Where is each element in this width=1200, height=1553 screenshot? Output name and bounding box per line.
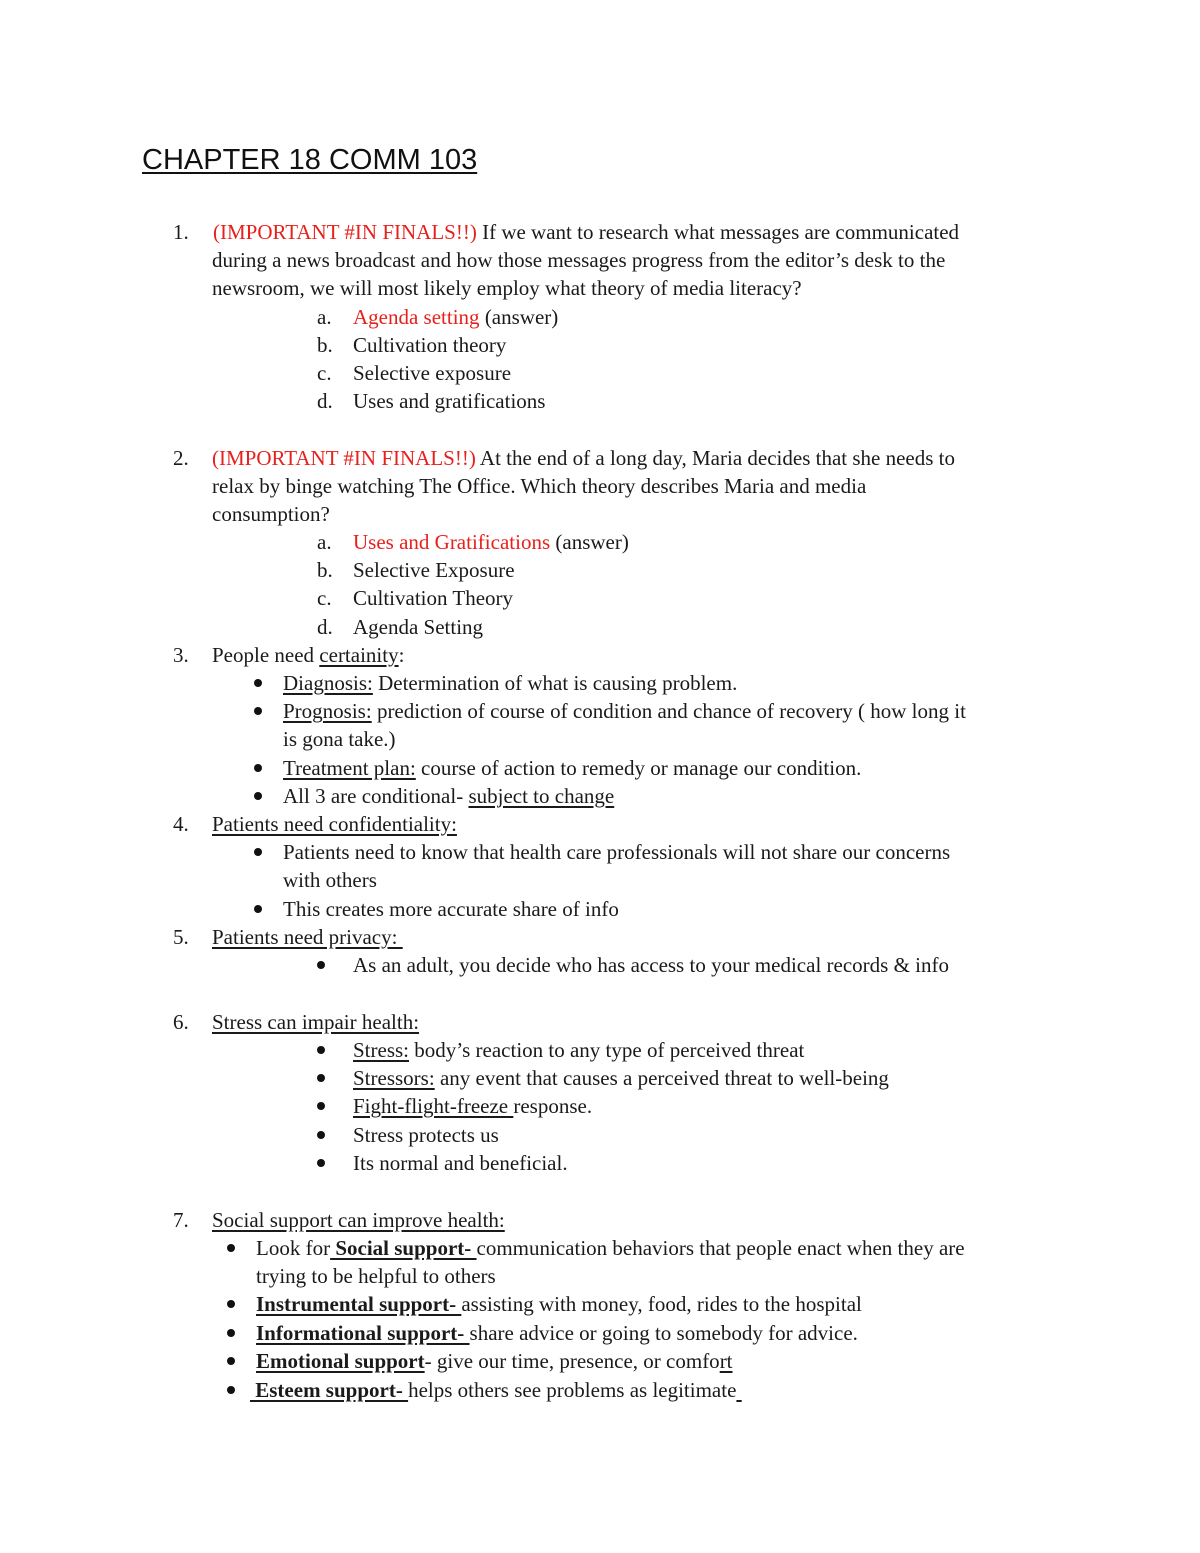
bullet-icon	[254, 792, 262, 800]
definition: Determination of what is causing problem.	[372, 671, 738, 695]
definition: communication behaviors that people enact when they are	[476, 1236, 965, 1260]
answer-text: Agenda setting	[353, 305, 480, 329]
option-letter: b.	[317, 558, 333, 582]
confidentiality-item-1-cont: with others	[283, 868, 377, 892]
question-2-line-1	[212, 444, 955, 472]
option-a-answer	[353, 303, 558, 331]
item-number-2: 2.	[173, 446, 189, 470]
option-b: Cultivation theory	[353, 333, 507, 357]
definition: any event that causes a perceived threat to well-being	[434, 1066, 889, 1090]
term: Emotional support	[256, 1349, 425, 1373]
option-letter: b.	[317, 333, 333, 357]
question-1-line-2: during a news broadcast and how those messages progress from the editor’s desk to the	[212, 248, 946, 272]
social-support-item-cont: trying to be helpful to others	[256, 1264, 496, 1288]
important-flag: (IMPORTANT #IN FINALS!!)	[213, 220, 477, 244]
option-letter: a.	[317, 530, 332, 554]
prognosis-item	[283, 697, 966, 725]
conditional-item	[283, 782, 614, 810]
item-number-1: 1.	[173, 220, 189, 244]
question-2-line-3: consumption?	[212, 502, 330, 526]
term: Informational support-	[256, 1321, 470, 1345]
option-letter: c.	[317, 586, 332, 610]
emotional-support-item	[256, 1347, 733, 1375]
definition: response.	[513, 1094, 593, 1118]
bullet-icon	[227, 1329, 235, 1337]
important-flag: (IMPORTANT #IN FINALS!!)	[212, 446, 476, 470]
question-text: If we want to research what messages are communicated	[476, 220, 960, 244]
prognosis-item-cont: is gona take.)	[283, 727, 396, 751]
definition: prediction of course of condition and chance of recovery ( how long it	[371, 699, 966, 723]
trailing-underline	[736, 1378, 741, 1402]
section-6-heading: Stress can impair health:	[212, 1010, 420, 1034]
definition: course of action to remedy or manage our condition.	[415, 756, 862, 780]
option-a-answer	[353, 528, 629, 556]
stress-item	[353, 1036, 804, 1064]
answer-text: Uses and Gratifications	[353, 530, 551, 554]
diagnosis-item	[283, 669, 737, 697]
underlined-text: rt	[719, 1349, 733, 1373]
instrumental-support-item	[256, 1290, 862, 1318]
bullet-icon	[254, 905, 262, 913]
heading-colon: :	[398, 643, 405, 667]
option-d: Agenda Setting	[353, 615, 484, 639]
term: Stress:	[353, 1038, 410, 1062]
section-5-heading: Patients need privacy:	[212, 925, 403, 949]
bullet-icon	[317, 1074, 325, 1082]
underlined-text: subject to change	[468, 784, 615, 808]
section-7-heading: Social support can improve health:	[212, 1208, 505, 1232]
definition: - give our time, presence, or comfo	[424, 1349, 720, 1373]
definition: helps others see problems as legitimate	[408, 1378, 737, 1402]
bullet-icon	[254, 848, 262, 856]
section-4-heading: Patients need confidentiality:	[212, 812, 457, 836]
term: Stressors:	[353, 1066, 435, 1090]
question-text: At the end of a long day, Maria decides that she needs to	[475, 446, 955, 470]
heading-text: People need	[212, 643, 320, 667]
term: Instrumental support-	[256, 1292, 462, 1316]
option-d: Uses and gratifications	[353, 389, 546, 413]
bullet-icon	[254, 764, 262, 772]
option-c: Selective exposure	[353, 361, 512, 385]
option-letter: d.	[317, 615, 333, 639]
answer-suffix: (answer)	[550, 530, 629, 554]
term: Esteem support-	[250, 1378, 409, 1402]
option-letter: c.	[317, 361, 332, 385]
bullet-icon	[317, 961, 325, 969]
bullet-icon	[227, 1244, 235, 1252]
question-1-line-3: newsroom, we will most likely employ what theory of media literacy?	[212, 276, 802, 300]
definition: share advice or going to somebody for advice.	[469, 1321, 858, 1345]
bullet-icon	[227, 1386, 235, 1394]
esteem-support-item	[250, 1376, 742, 1404]
privacy-item: As an adult, you decide who has access to your medical records & info	[353, 953, 949, 977]
heading-underlined: certainity	[319, 643, 399, 667]
text: All 3 are conditional-	[283, 784, 469, 808]
page-title: CHAPTER 18 COMM 103	[142, 144, 478, 176]
term: Treatment plan:	[283, 756, 416, 780]
item-number-3: 3.	[173, 643, 189, 667]
bullet-icon	[317, 1131, 325, 1139]
term: Prognosis:	[283, 699, 372, 723]
option-letter: d.	[317, 389, 333, 413]
social-support-item	[256, 1234, 965, 1262]
option-letter: a.	[317, 305, 332, 329]
fight-flight-item	[353, 1092, 592, 1120]
option-c: Cultivation Theory	[353, 586, 514, 610]
answer-suffix: (answer)	[479, 305, 559, 329]
bullet-icon	[317, 1159, 325, 1167]
informational-support-item	[256, 1319, 858, 1347]
section-3-heading	[212, 641, 404, 669]
item-number-6: 6.	[173, 1010, 189, 1034]
confidentiality-item-1: Patients need to know that health care professionals will not share our concerns	[283, 840, 951, 864]
item-number-5: 5.	[173, 925, 189, 949]
bullet-icon	[317, 1046, 325, 1054]
term: Fight-flight-freeze	[353, 1094, 514, 1118]
item-number-7: 7.	[173, 1208, 189, 1232]
bullet-icon	[254, 679, 262, 687]
stressors-item	[353, 1064, 889, 1092]
question-1-line-1	[213, 218, 959, 246]
item-number-4: 4.	[173, 812, 189, 836]
bullet-icon	[227, 1300, 235, 1308]
option-b: Selective Exposure	[353, 558, 515, 582]
term: Diagnosis:	[283, 671, 373, 695]
bullet-icon	[227, 1357, 235, 1365]
question-2-line-2: relax by binge watching The Office. Which theory describes Maria and media	[212, 474, 867, 498]
text: Look for	[256, 1236, 331, 1260]
bullet-icon	[317, 1102, 325, 1110]
term: Social support-	[330, 1236, 477, 1260]
definition: body’s reaction to any type of perceived threat	[409, 1038, 805, 1062]
confidentiality-item-2: This creates more accurate share of info	[283, 897, 619, 921]
stress-protects-item: Stress protects us	[353, 1123, 499, 1147]
bullet-icon	[254, 707, 262, 715]
treatment-plan-item	[283, 754, 861, 782]
definition: assisting with money, food, rides to the hospital	[461, 1292, 862, 1316]
normal-beneficial-item: Its normal and beneficial.	[353, 1151, 568, 1175]
